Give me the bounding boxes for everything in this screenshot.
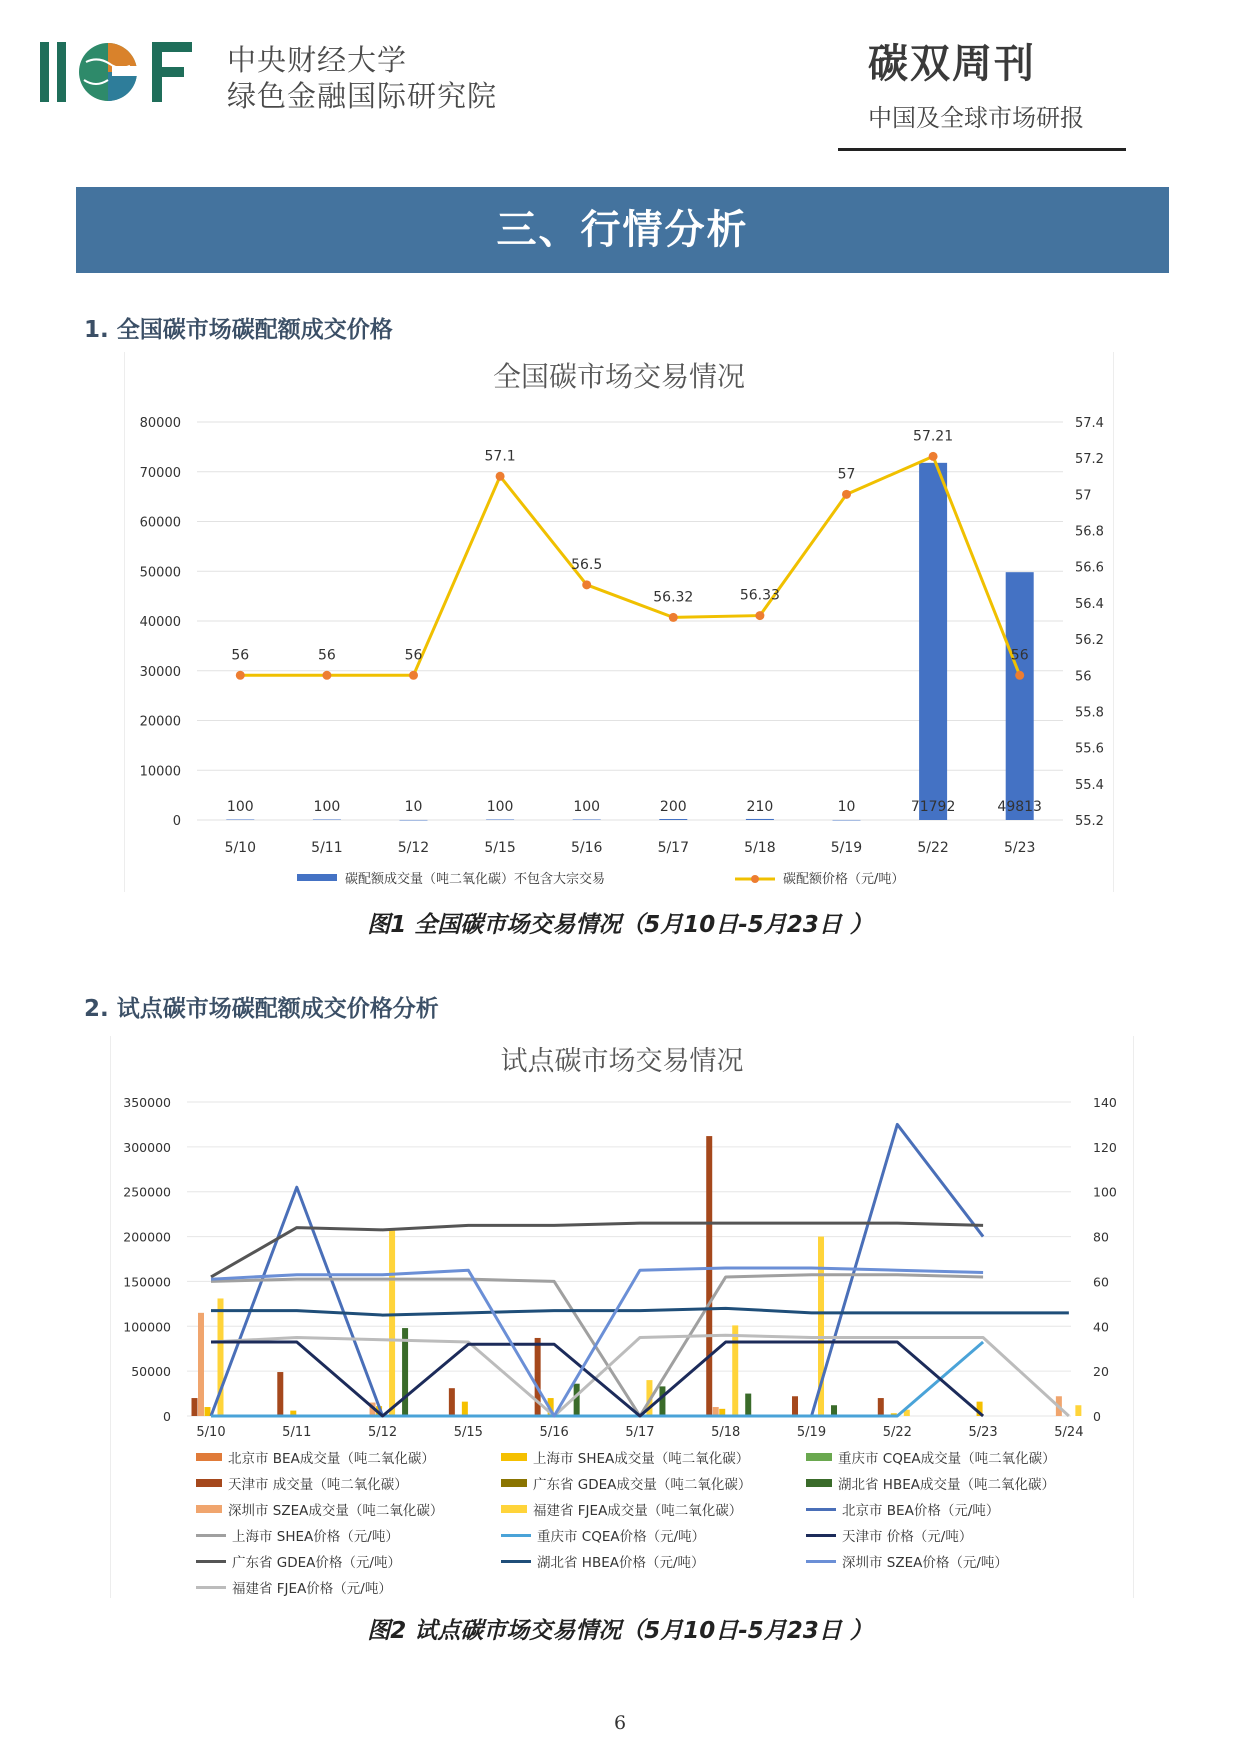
chart2-bar (277, 1372, 283, 1416)
legend-line-swatch (501, 1534, 531, 1537)
figure2-caption: 图2 试点碳市场交易情况（5月10日-5月23日 ） (367, 1618, 873, 1644)
page-number: 6 (613, 1712, 627, 1734)
chart1-bar (400, 820, 428, 821)
chart2-ytick-left: 0 (163, 1409, 171, 1424)
chart1-ytick-right: 55.2 (1075, 814, 1104, 829)
chart2-xtick: 5/24 (1054, 1425, 1084, 1440)
chart1-ytick-left: 50000 (139, 565, 181, 581)
legend-line-swatch (196, 1586, 226, 1589)
chart1-price-point (669, 613, 678, 622)
chart2-legend-item (806, 1525, 972, 1545)
legend-bar-swatch (806, 1479, 832, 1487)
chart1-price-label: 56.32 (653, 589, 694, 606)
legend-line-swatch (806, 1534, 836, 1537)
chart2-legend-item (806, 1447, 1056, 1467)
chart2-bar (198, 1313, 204, 1416)
chart2-xtick: 5/19 (796, 1425, 827, 1440)
legend-label: 广东省 GDEA成交量（吨二氧化碳） (533, 1477, 752, 1493)
chart1-price-point (755, 611, 764, 620)
chart1-ytick-right: 56.4 (1075, 596, 1104, 612)
chart1-bar (486, 820, 514, 821)
chart1-ytick-right: 55.8 (1075, 705, 1104, 721)
legend-line-swatch (196, 1560, 226, 1563)
chart2-ytick-right: 40 (1093, 1319, 1109, 1335)
chart2-xtick: 5/17 (625, 1425, 655, 1440)
chart2-legend-item (501, 1499, 742, 1519)
chart2-ytick-right: 120 (1093, 1139, 1117, 1155)
chart1-ytick-left: 0 (172, 814, 181, 829)
legend-label: 北京市 BEA价格（元/吨） (842, 1503, 1000, 1519)
chart1-xtick: 5/12 (397, 840, 430, 856)
chart1-price-point (582, 580, 591, 589)
chart1-bar (573, 820, 601, 821)
chart2-price-line (211, 1308, 1069, 1315)
legend-bar-swatch (196, 1479, 222, 1487)
chart2-ytick-left: 200000 (123, 1229, 171, 1245)
chart2-ytick-left: 300000 (123, 1139, 171, 1155)
chart1-bar (833, 820, 861, 821)
chart2-legend-item (806, 1551, 1008, 1571)
chart2-bar (574, 1384, 580, 1416)
legend-label: 上海市 SHEA价格（元/吨） (232, 1529, 399, 1545)
chart1-price-label: 56 (317, 647, 336, 664)
chart1-price-label: 57 (837, 466, 856, 483)
legend-label: 北京市 BEA成交量（吨二氧化碳） (228, 1451, 435, 1467)
chart1-legend-swatch-bar (297, 874, 337, 881)
legend-label: 天津市 成交量（吨二氧化碳） (228, 1477, 408, 1493)
chart1-xtick: 5/18 (744, 840, 776, 856)
legend-line-swatch (806, 1508, 836, 1511)
chart2-legend-item (196, 1447, 435, 1467)
chart2-legend-item (196, 1577, 392, 1597)
legend-label: 天津市 价格（元/吨） (842, 1529, 973, 1545)
chart2-ytick-right: 20 (1093, 1364, 1109, 1380)
chart1-ytick-left: 70000 (139, 465, 181, 481)
chart1-xtick: 5/22 (917, 840, 949, 856)
chart1-price-point (236, 671, 245, 680)
chart1-ytick-right: 56.6 (1075, 560, 1104, 576)
chart2-legend-item (196, 1499, 443, 1519)
chart1-bar-label: 210 (746, 799, 774, 815)
legend-label: 深圳市 SZEA价格（元/吨） (842, 1555, 1008, 1571)
chart1-price-point (409, 671, 418, 680)
chart1-price-point (496, 472, 505, 481)
chart2-xtick: 5/11 (282, 1425, 312, 1440)
chart1-ytick-left: 30000 (139, 664, 181, 680)
chart1-ytick-right: 56 (1075, 669, 1092, 685)
chart2-xtick: 5/12 (367, 1425, 398, 1440)
legend-label: 重庆市 CQEA成交量（吨二氧化碳） (838, 1451, 1056, 1467)
chart1-price-point (842, 490, 851, 499)
chart2-bar (732, 1325, 738, 1416)
chart1-xtick: 5/10 (224, 840, 257, 856)
header-rule (838, 148, 1126, 151)
chart2-xtick: 5/23 (968, 1425, 998, 1440)
chart1-bar-label: 49813 (997, 799, 1042, 815)
chart1-ytick-right: 56.2 (1075, 633, 1104, 649)
subheading-pilot-market: 2. 试点碳市场碳配额成交价格分析 (84, 996, 439, 1022)
chart2-title: 试点碳市场交易情况 (500, 1046, 744, 1077)
figure1-caption: 图1 全国碳市场交易情况（5月10日-5月23日 ） (367, 912, 873, 938)
chart1-ytick-left: 10000 (139, 764, 181, 780)
chart1-xtick: 5/16 (570, 840, 603, 856)
chart2-xtick: 5/10 (196, 1425, 226, 1440)
chart1-price-label: 56.5 (571, 556, 603, 573)
chart2-bar (745, 1394, 751, 1416)
chart2-price-line (211, 1342, 983, 1416)
chart2-xtick: 5/15 (453, 1425, 483, 1440)
chart1-bar-label: 10 (404, 799, 423, 815)
institution-name-line1: 中央财经大学 (227, 43, 408, 77)
legend-label: 福建省 FJEA价格（元/吨） (232, 1581, 392, 1597)
chart1-price-label: 56 (231, 647, 250, 664)
chart2-ytick-right: 0 (1093, 1409, 1101, 1424)
chart1-ytick-left: 60000 (139, 515, 181, 531)
chart1-price-label: 56.33 (739, 587, 780, 604)
legend-line-swatch (501, 1560, 531, 1563)
chart2-ytick-left: 150000 (123, 1274, 171, 1290)
chart2-price-line (211, 1335, 1069, 1416)
chart1-price-line (240, 456, 1019, 675)
chart1-bar (919, 463, 947, 820)
chart1-bar (313, 820, 341, 821)
chart1-bar-label: 200 (659, 799, 687, 815)
institution-name-line2: 绿色金融国际研究院 (227, 79, 498, 113)
chart1-title: 全国碳市场交易情况 (492, 360, 746, 393)
chart2-xtick: 5/16 (539, 1425, 569, 1440)
chart2-bar (1075, 1405, 1081, 1416)
chart1-legend-bar-label: 碳配额成交量（吨二氧化碳）不包含大宗交易 (345, 872, 606, 887)
chart2-legend-item (196, 1473, 408, 1493)
chart2-ytick-right: 80 (1093, 1229, 1109, 1245)
chart1-xtick: 5/23 (1003, 840, 1036, 856)
chart2-ytick-left: 250000 (123, 1184, 171, 1200)
chart1-bar-label: 10 (837, 799, 856, 815)
chart1-bar-label: 100 (486, 799, 514, 815)
chart2-legend-item (501, 1525, 705, 1545)
chart1-ytick-left: 40000 (139, 615, 181, 630)
iigf-logo (38, 36, 203, 108)
chart2-ytick-left: 350000 (123, 1095, 171, 1110)
chart1-bar-label: 100 (313, 799, 341, 815)
chart-national-carbon-market (124, 352, 1114, 892)
chart1-ytick-right: 57.4 (1075, 416, 1104, 431)
logo-text: IIGF (38, 36, 40, 37)
chart1-bar-label: 100 (226, 799, 254, 815)
chart2-legend-item (196, 1525, 399, 1545)
legend-label: 广东省 GDEA价格（元/吨） (232, 1555, 401, 1571)
chart1-ytick-right: 55.4 (1075, 777, 1104, 793)
chart1-price-point (1015, 671, 1024, 680)
chart1-bar-label: 71792 (910, 799, 956, 815)
chart1-xtick: 5/17 (657, 840, 690, 856)
chart2-ytick-left: 100000 (123, 1319, 171, 1335)
legend-bar-swatch (501, 1453, 527, 1461)
chart2-legend-item (806, 1499, 999, 1519)
chart1-price-label: 56 (1010, 647, 1029, 664)
legend-label: 湖北省 HBEA成交量（吨二氧化碳） (838, 1477, 1055, 1493)
section-banner: 三、行情分析 (76, 187, 1169, 273)
chart2-bar (449, 1388, 455, 1416)
subheading-national-market: 1. 全国碳市场碳配额成交价格 (84, 317, 393, 343)
chart2-ytick-left: 50000 (131, 1364, 171, 1380)
chart2-bar (659, 1386, 665, 1416)
chart1-ytick-right: 57.2 (1075, 452, 1104, 468)
chart1-bar-label: 100 (573, 799, 601, 815)
chart2-bar (792, 1396, 798, 1416)
chart1-ytick-right: 57 (1075, 488, 1092, 504)
chart1-price-label: 56 (404, 647, 423, 664)
chart2-bar (462, 1402, 468, 1416)
chart2-legend-item (806, 1473, 1055, 1493)
legend-label: 福建省 FJEA成交量（吨二氧化碳） (533, 1503, 743, 1519)
chart2-bar (706, 1136, 712, 1416)
chart1-price-label: 57.1 (484, 448, 516, 465)
chart1-xtick: 5/15 (484, 840, 516, 856)
chart1-bar (1006, 572, 1034, 820)
chart2-legend-item (501, 1447, 749, 1467)
chart2-bar (878, 1398, 884, 1416)
legend-label: 深圳市 SZEA成交量（吨二氧化碳） (228, 1503, 444, 1519)
chart2-ytick-right: 60 (1093, 1274, 1109, 1290)
publication-title: 碳双周刊 (868, 41, 1036, 87)
chart2-legend-item (501, 1551, 705, 1571)
chart1-svg (125, 352, 1113, 892)
legend-line-swatch (196, 1534, 226, 1537)
legend-label: 重庆市 CQEA价格（元/吨） (537, 1529, 706, 1545)
chart1-price-label: 57.21 (913, 428, 954, 445)
chart2-ytick-right: 140 (1093, 1095, 1117, 1110)
chart2-bar (831, 1405, 837, 1416)
publication-subtitle: 中国及全球市场研报 (868, 104, 1084, 132)
chart1-ytick-left: 20000 (139, 714, 181, 730)
legend-bar-swatch (501, 1479, 527, 1487)
legend-label: 湖北省 HBEA价格（元/吨） (537, 1555, 705, 1571)
chart1-xtick: 5/19 (830, 840, 863, 856)
chart1-price-point (929, 452, 938, 461)
chart2-legend-item (501, 1473, 751, 1493)
chart1-xtick: 5/11 (311, 840, 343, 856)
chart1-bar (659, 819, 687, 820)
legend-line-swatch (806, 1560, 836, 1563)
chart2-xtick: 5/22 (882, 1425, 912, 1440)
chart2-bar (192, 1398, 198, 1416)
chart1-legend-line-label: 碳配额价格（元/吨） (783, 872, 905, 887)
chart2-ytick-right: 100 (1093, 1184, 1117, 1200)
chart2-bar (205, 1407, 211, 1416)
chart1-ytick-right: 56.8 (1075, 524, 1104, 540)
chart2-legend-item (196, 1551, 401, 1571)
chart2-bar (389, 1229, 395, 1416)
chart2-xtick: 5/18 (711, 1425, 741, 1440)
legend-bar-swatch (501, 1505, 527, 1513)
chart1-bar (746, 819, 774, 820)
chart1-ytick-left: 80000 (139, 416, 181, 431)
legend-bar-swatch (196, 1453, 222, 1461)
legend-label: 上海市 SHEA成交量（吨二氧化碳） (533, 1451, 750, 1467)
chart1-ytick-right: 55.6 (1075, 741, 1104, 757)
chart1-price-point (322, 671, 331, 680)
chart1-bar (226, 820, 254, 821)
chart1-legend-swatch-point (751, 875, 759, 883)
legend-bar-swatch (196, 1505, 222, 1513)
legend-bar-swatch (806, 1453, 832, 1461)
